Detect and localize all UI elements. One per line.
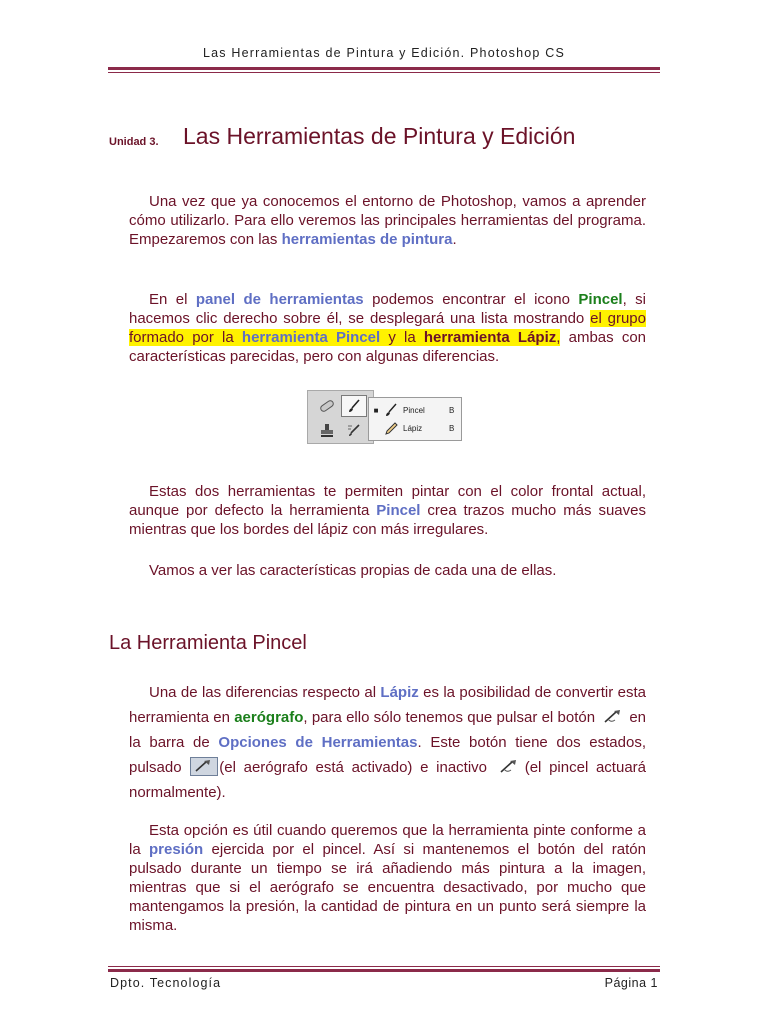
header-rule xyxy=(108,67,660,70)
brush-icon xyxy=(346,398,362,414)
keyword-herramienta-lapiz: herramienta Lápiz xyxy=(423,329,557,346)
text: , si hacemos clic derecho sobre él, se desplegará una lista mostrando xyxy=(129,291,647,327)
page-header: Las Herramientas de Pintura y Edición. Photoshop CS xyxy=(202,46,566,60)
stamp-icon[interactable] xyxy=(314,419,340,441)
keyword-herramienta-pincel: herramienta Pincel xyxy=(241,329,381,346)
keyword-opciones-herramientas: Opciones de Herramientas xyxy=(218,734,418,751)
brush-icon xyxy=(383,403,399,417)
menu-item-pincel[interactable] xyxy=(369,401,461,419)
text: , para ello sólo tenemos que pulsar el botón xyxy=(303,709,600,726)
pencil-icon xyxy=(383,421,399,435)
text: . Este botón tiene dos estados, pulsado xyxy=(129,734,646,776)
keyword-panel-herramientas: panel de herramientas xyxy=(195,291,364,308)
airbrush-inactive-icon xyxy=(496,757,524,776)
airbrush-pressed-icon xyxy=(190,757,218,776)
menu-item-label: Pincel xyxy=(403,405,425,415)
text: es la posibilidad de convertir esta herramienta en xyxy=(129,684,646,726)
history-brush-icon[interactable] xyxy=(341,419,367,441)
section-title: La Herramienta Pincel xyxy=(109,632,307,654)
unit-title: Las Herramientas de Pintura y Edición xyxy=(183,123,576,149)
unit-label: Unidad 3. xyxy=(109,136,159,148)
paragraph-intro xyxy=(129,192,646,249)
text: Una vez que ya conocemos el entorno de Photoshop, vamos a aprender cómo utilizarlo. Para ello veremos las principales herramientas del programa. Empezaremos con las xyxy=(129,193,646,248)
keyword-herramientas-pintura: herramientas de pintura xyxy=(281,231,453,248)
footer-rule-thin xyxy=(108,966,660,967)
paragraph-caracteristicas: Vamos a ver las características propias de cada una de ellas. xyxy=(149,562,557,579)
healing-icon[interactable] xyxy=(314,395,340,417)
footer-rule xyxy=(108,969,660,972)
brush-tool-button[interactable] xyxy=(341,395,367,417)
toolbox-panel xyxy=(307,390,374,444)
menu-item-shortcut: B xyxy=(449,423,455,433)
text: (el aerógrafo está activado) e inactivo xyxy=(219,759,495,776)
text: Estas dos herramientas te permiten pintar con el color frontal actual, aunque por defecto la herramienta xyxy=(129,483,646,519)
menu-item-shortcut: B xyxy=(449,405,455,415)
text: (el pincel actuará normalmente). xyxy=(129,759,646,801)
text: En el xyxy=(149,291,196,308)
selected-bullet-icon: ■ xyxy=(373,405,379,415)
text: crea trazos mucho más suaves mientras que los bordes del lápiz con más irregulares. xyxy=(129,502,646,538)
paragraph-panel xyxy=(129,290,646,366)
keyword-pincel: Pincel xyxy=(578,291,623,308)
keyword-pincel: Pincel xyxy=(376,502,421,519)
keyword-aerografo: aerógrafo xyxy=(234,709,304,726)
text: ejercida por el pincel. Así si mantenemos el botón del ratón pulsado durante un tiempo se irá añadiendo más pintura a la imagen, mientras que si el aerógrafo se encuentra desactivado, por mucho que mantengamos la presión, la cantidad de pintura en un punto será siempre la misma. xyxy=(129,841,646,934)
text: Esta opción es útil cuando queremos que la herramienta pinte conforme a la xyxy=(129,822,646,858)
menu-item-label: Lápiz xyxy=(403,423,423,433)
text: Una de las diferencias respecto al xyxy=(149,684,381,701)
menu-item-lapiz[interactable] xyxy=(369,419,461,437)
text: ambas con características parecidas, pero con algunas diferencias. xyxy=(129,329,646,365)
header-rule-thin xyxy=(108,72,660,73)
text: y la xyxy=(380,329,424,346)
text: el grupo formado por la xyxy=(129,310,646,346)
text: en la barra de xyxy=(129,709,646,751)
footer-department: Dpto. Tecnología xyxy=(110,976,222,990)
page-number: Página 1 xyxy=(604,976,658,990)
paragraph-diferencias xyxy=(129,482,646,539)
keyword-presion: presión xyxy=(149,841,204,858)
airbrush-icon xyxy=(600,707,628,726)
text: , xyxy=(556,329,561,346)
paragraph-aerografo xyxy=(129,680,646,805)
keyword-lapiz: Lápiz xyxy=(380,684,419,701)
text: . xyxy=(452,231,457,248)
text: podemos encontrar el icono xyxy=(363,291,579,308)
paragraph-presion xyxy=(129,821,646,935)
tool-flyout-menu xyxy=(368,397,462,441)
